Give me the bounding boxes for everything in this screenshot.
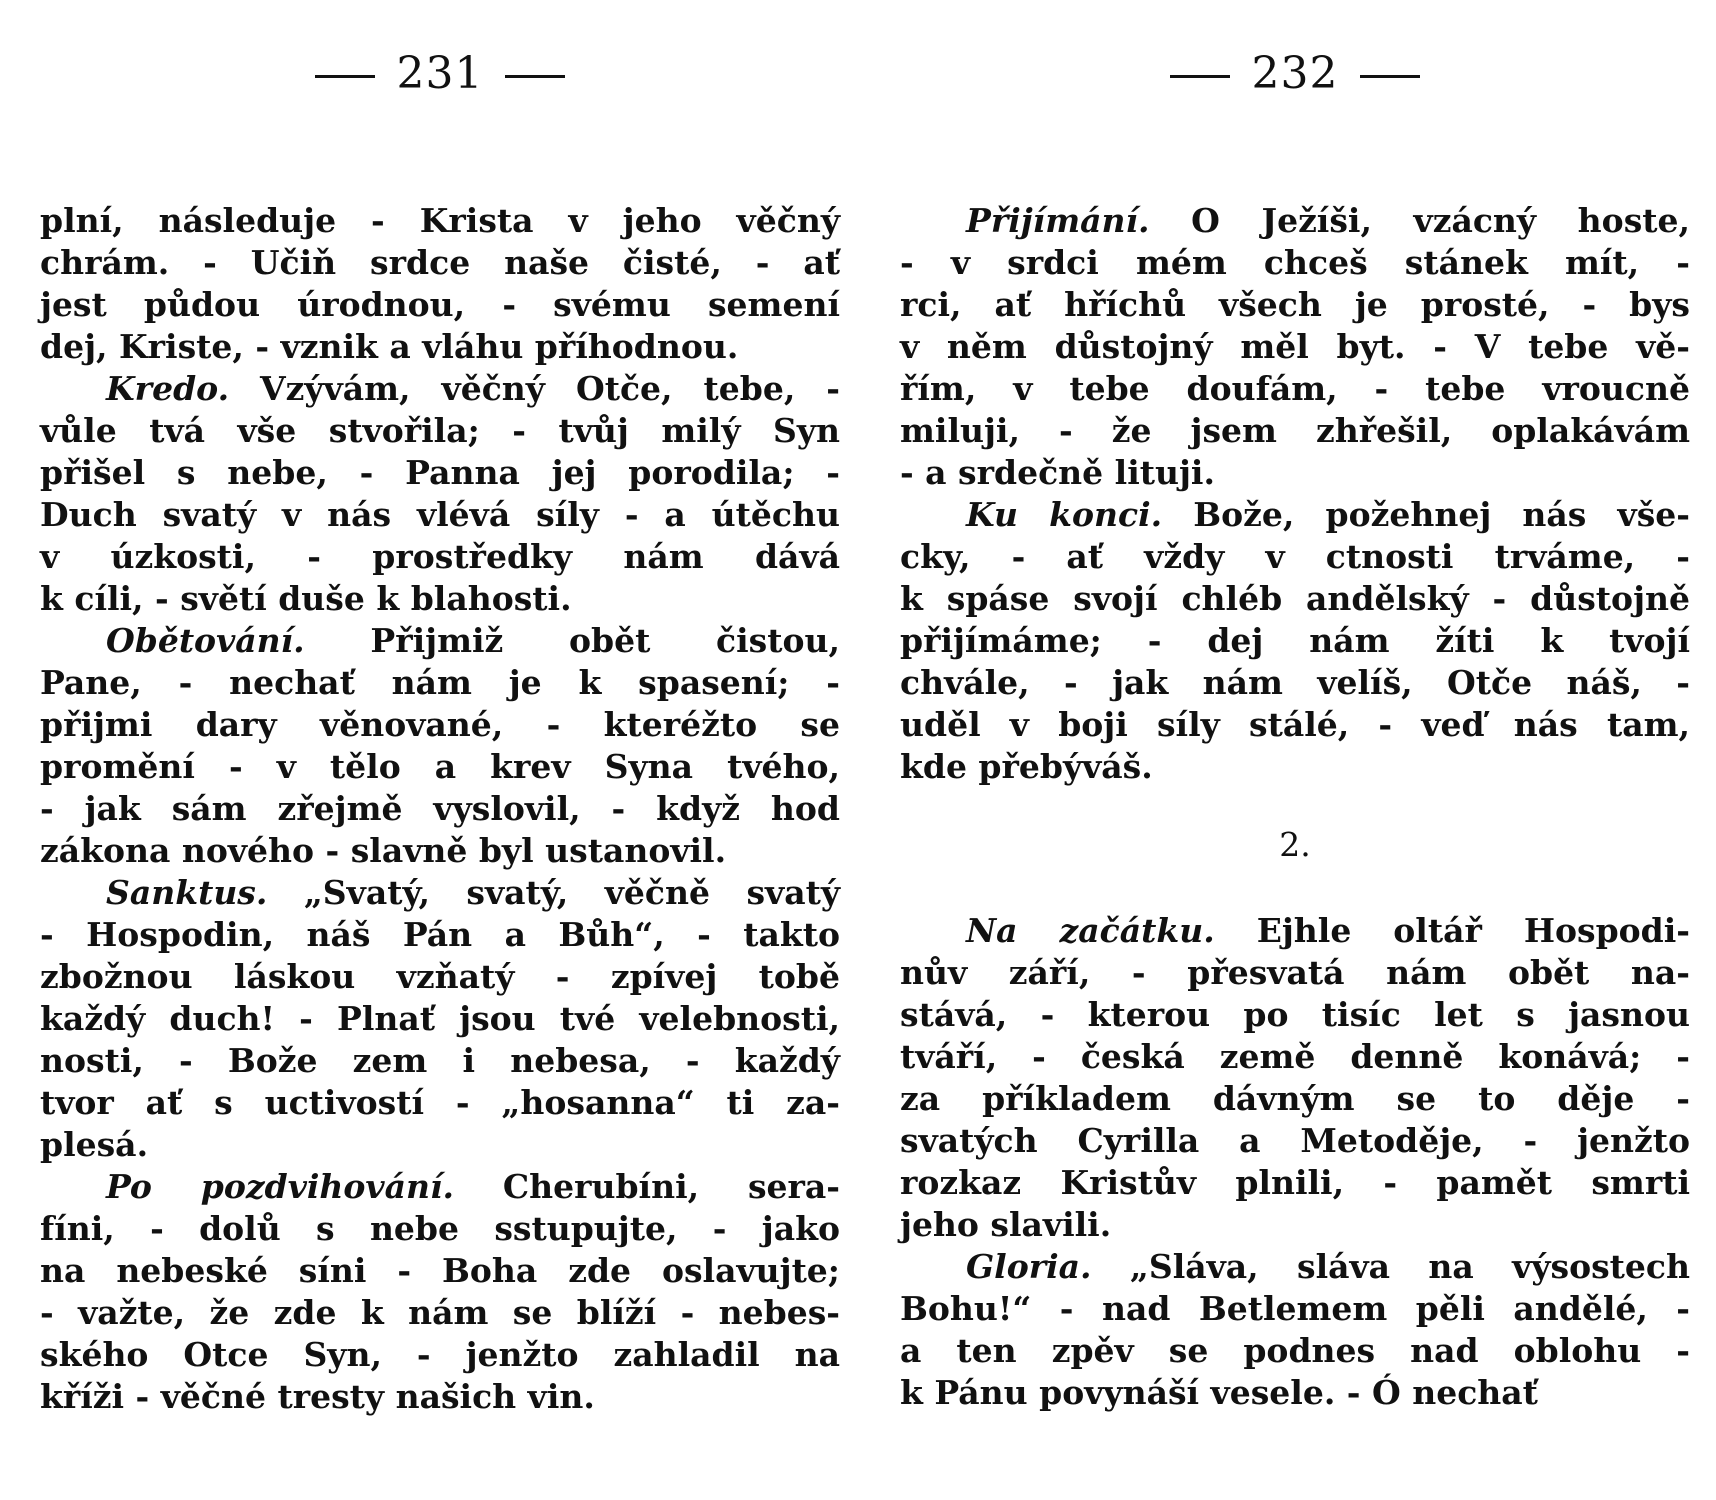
text-line — [40, 662, 840, 704]
text-line — [900, 746, 1690, 788]
text-line — [40, 494, 840, 536]
right-page — [900, 0, 1690, 1500]
text-line — [900, 1120, 1690, 1162]
text-line — [40, 1082, 840, 1124]
line-text: Duch svatý v nás vlévá síly - a útěchu — [40, 495, 840, 534]
text-line — [40, 956, 840, 998]
line-text: chvále, - jak nám velíš, Otče náš, - — [900, 663, 1690, 702]
text-line — [40, 872, 840, 914]
text-line — [900, 994, 1690, 1036]
line-text: „Svatý, svatý, věčně svatý — [267, 873, 840, 912]
paragraph-heading: Po pozdvihování. — [106, 1167, 454, 1206]
line-text: jeho slavili. — [900, 1205, 1112, 1244]
text-line — [40, 746, 840, 788]
paragraph-heading: Přijímání. — [966, 201, 1150, 240]
line-text: tváří, - česká země denně konává; - — [900, 1037, 1690, 1076]
page-number-right — [900, 48, 1690, 99]
dash-decoration — [1360, 75, 1420, 78]
line-text: O Ježíši, vzácný hoste, — [1149, 201, 1690, 240]
line-text: - a srdečně lituji. — [900, 453, 1215, 492]
line-text: kde přebýváš. — [900, 747, 1153, 786]
text-line — [900, 1288, 1690, 1330]
line-text: za příkladem dávným se to děje - — [900, 1079, 1690, 1118]
text-line — [40, 998, 840, 1040]
line-text: stává, - kterou po tisíc let s jasnou — [900, 995, 1690, 1034]
line-text: nosti, - Bože zem i nebesa, - každý — [40, 1041, 840, 1080]
line-text: na nebeské síni - Boha zde oslavujte; — [40, 1251, 840, 1290]
line-text: dej, Kriste, - vznik a vláhu příhodnou. — [40, 327, 739, 366]
line-text: nův září, - přesvatá nám obět na- — [900, 953, 1690, 992]
text-line — [40, 1208, 840, 1250]
text-line — [900, 1078, 1690, 1120]
paragraph — [40, 872, 840, 1166]
text-line — [900, 1036, 1690, 1078]
paragraph — [900, 1246, 1690, 1414]
line-text: každý duch! - Plnať jsou tvé velebnosti, — [40, 999, 840, 1038]
text-line — [900, 1372, 1690, 1414]
text-line — [40, 1376, 840, 1418]
text-line — [40, 242, 840, 284]
line-text: - Hospodin, náš Pán a Bůh“, - takto — [40, 915, 840, 954]
text-line — [40, 410, 840, 452]
line-text: k cíli, - světí duše k blahosti. — [40, 579, 572, 618]
line-text: rozkaz Kristův plnili, - pamět smrti — [900, 1163, 1690, 1202]
dash-decoration — [1170, 75, 1230, 78]
section-number: 2. — [1279, 825, 1311, 864]
line-text: Cherubíni, sera- — [453, 1167, 840, 1206]
paragraph — [40, 368, 840, 620]
dash-decoration — [505, 75, 565, 78]
line-text: fíni, - dolů s nebe sstupujte, - jako — [40, 1209, 840, 1248]
text-line — [900, 410, 1690, 452]
text-line — [40, 326, 840, 368]
line-text: uděl v boji síly stálé, - veď nás tam, — [900, 705, 1690, 744]
paragraph — [900, 910, 1690, 1246]
page-number-value: 231 — [396, 48, 484, 99]
line-text: v úzkosti, - prostředky nám dává — [40, 537, 840, 576]
text-line — [40, 1334, 840, 1376]
right-page-body-after — [900, 910, 1690, 1414]
line-text: ského Otce Syn, - jenžto zahladil na — [40, 1335, 840, 1374]
text-line — [900, 494, 1690, 536]
line-text: - važte, že zde k nám se blíží - nebes- — [40, 1293, 840, 1332]
text-line — [900, 242, 1690, 284]
line-text: plní, následuje - Krista v jeho věčný — [40, 201, 840, 240]
paragraph — [40, 620, 840, 872]
text-line — [900, 578, 1690, 620]
line-text: svatých Cyrilla a Metoděje, - jenžto — [900, 1121, 1690, 1160]
text-line — [900, 326, 1690, 368]
text-line — [900, 200, 1690, 242]
line-text: rci, ať hříchů všech je prosté, - bys — [900, 285, 1690, 324]
paragraph-heading: Obětování. — [106, 621, 305, 660]
text-line — [900, 1162, 1690, 1204]
text-line — [40, 914, 840, 956]
line-text: zbožnou láskou vzňatý - zpívej tobě — [40, 957, 840, 996]
paragraph — [40, 200, 840, 368]
text-line — [900, 452, 1690, 494]
text-line — [900, 1204, 1690, 1246]
text-line — [40, 536, 840, 578]
line-text: k Pánu povynáší vesele. - Ó nechať — [900, 1373, 1538, 1412]
text-line — [900, 1246, 1690, 1288]
line-text: Bohu!“ - nad Betlemem pěli andělé, - — [900, 1289, 1690, 1328]
paragraph-heading: Ku konci. — [966, 495, 1163, 534]
line-text: zákona nového - slavně byl ustanovil. — [40, 831, 727, 870]
line-text: Přijmiž obět čistou, — [304, 621, 840, 660]
paragraph — [40, 1166, 840, 1418]
line-text: Vzývám, věčný Otče, tebe, - — [229, 369, 840, 408]
text-line — [40, 620, 840, 662]
text-line — [40, 452, 840, 494]
line-text: tvor ať s uctivostí - „hosanna“ ti za- — [40, 1083, 840, 1122]
paragraph-heading: Sanktus. — [106, 873, 268, 912]
paragraph — [900, 200, 1690, 494]
line-text: jest půdou úrodnou, - svému semení — [40, 285, 840, 324]
line-text: k spáse svojí chléb andělský - důstojně — [900, 579, 1690, 618]
text-line — [900, 952, 1690, 994]
line-text: kříži - věčné tresty našich vin. — [40, 1377, 595, 1416]
text-line — [40, 1040, 840, 1082]
text-line — [40, 368, 840, 410]
line-text: „Sláva, sláva na výsostech — [1091, 1247, 1690, 1286]
line-text: promění - v tělo a krev Syna tvého, — [40, 747, 840, 786]
left-page-body — [40, 200, 840, 1418]
line-text: přijmi dary věnované, - kteréžto se — [40, 705, 840, 744]
text-line — [900, 662, 1690, 704]
line-text: Ejhle oltář Hospodi- — [1214, 911, 1690, 950]
dash-decoration — [315, 75, 375, 78]
line-text: přišel s nebe, - Panna jej porodila; - — [40, 453, 840, 492]
text-line — [40, 1250, 840, 1292]
text-line — [900, 620, 1690, 662]
text-line — [40, 284, 840, 326]
line-text: - v srdci mém chceš stánek mít, - — [900, 243, 1690, 282]
paragraph-heading: Kredo. — [106, 369, 230, 408]
line-text: přijímáme; - dej nám žíti k tvojí — [900, 621, 1690, 660]
text-line — [40, 578, 840, 620]
text-line — [900, 368, 1690, 410]
paragraph-heading: Na začátku. — [966, 911, 1215, 950]
line-text: plesá. — [40, 1125, 149, 1164]
text-line — [900, 1330, 1690, 1372]
line-text: v něm důstojný měl byt. - V tebe vě- — [900, 327, 1690, 366]
text-line — [40, 830, 840, 872]
line-text: Bože, požehnej nás vše- — [1162, 495, 1690, 534]
text-line — [40, 1166, 840, 1208]
line-text: Pane, - nechať nám je k spasení; - — [40, 663, 840, 702]
text-line — [900, 536, 1690, 578]
line-text: chrám. - Učiň srdce naše čisté, - ať — [40, 243, 840, 282]
page-number-left — [40, 48, 840, 99]
line-text: řím, v tebe doufám, - tebe vroucně — [900, 369, 1690, 408]
right-page-body — [900, 200, 1690, 788]
text-line — [40, 788, 840, 830]
line-text: cky, - ať vždy v ctnosti trváme, - — [900, 537, 1690, 576]
text-line — [40, 1292, 840, 1334]
line-text: vůle tvá vše stvořila; - tvůj milý Syn — [40, 411, 840, 450]
paragraph — [900, 494, 1690, 788]
line-text: - jak sám zřejmě vyslovil, - když hod — [40, 789, 840, 828]
line-text: a ten zpěv se podnes nad oblohu - — [900, 1331, 1690, 1370]
line-text: miluji, - že jsem zhřešil, oplakávám — [900, 411, 1690, 450]
text-line — [900, 704, 1690, 746]
text-line — [40, 704, 840, 746]
text-line — [40, 1124, 840, 1166]
left-page — [40, 0, 840, 1500]
page-number-value: 232 — [1251, 48, 1339, 99]
paragraph-heading: Gloria. — [966, 1247, 1092, 1286]
text-line — [40, 200, 840, 242]
text-line — [900, 284, 1690, 326]
text-line — [900, 910, 1690, 952]
